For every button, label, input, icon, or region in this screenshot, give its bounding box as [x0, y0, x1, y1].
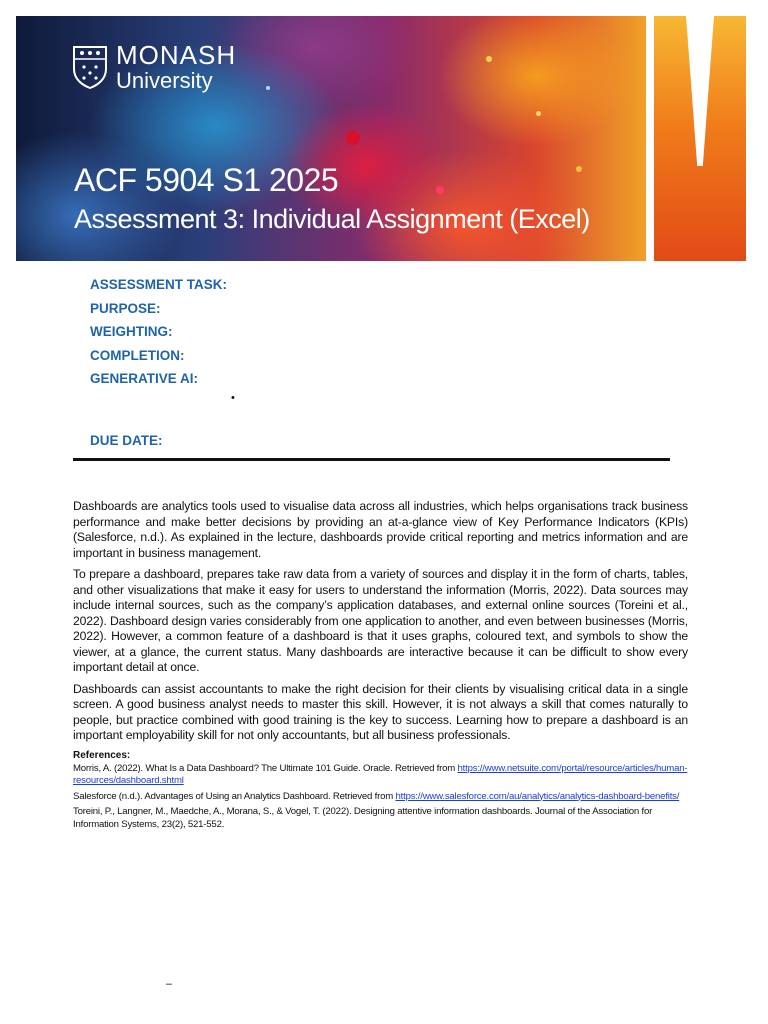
- label-completion: COMPLETION:: [90, 347, 185, 363]
- monash-logo: [72, 42, 236, 92]
- paragraph: To prepare a dashboard, prepares take raw data from a variety of sources and display it in the form of charts, tables, and other visualizations that make it easy for users to understand the information (Morris, 2022). Data sources may include internal sources, such as the company’s application databases, and external online sources (Toreini et al., 2022). Dashboard design varies considerably from one application to another, and even between businesses (Morris, 2022). However, a common feature of a dashboard is that it uses graphs, coloured text, and symbols to show the viewer, at a glance, the current status. Many dashboards are interactive because it can be difficult to show every important detail at once.: [73, 567, 688, 674]
- label-weighting: WEIGHTING:: [90, 324, 173, 339]
- body-content: [73, 499, 688, 834]
- label-assessment-task: ASSESSMENT TASK:: [90, 277, 228, 292]
- paint-speck: [536, 111, 541, 116]
- reference-link[interactable]: https://www.salesforce.com/au/analytics/analytics-dashboard-benefits/: [395, 790, 680, 802]
- reference-link[interactable]: https://www.netsuite.com/portal/resource/articles/human-resources/dashboard.shtml: [73, 762, 688, 786]
- paint-speck: [436, 186, 444, 194]
- label-due-date: DUE DATE:: [90, 433, 163, 448]
- reference-text: Toreini, P., Langner, M., Maedche, A., Morana, S., & Vogel, T. (2022). Designing attentive information dashboards. Journal of the Association for Information Systems, 23(2), 521-552.: [73, 806, 653, 830]
- reference-item: [73, 806, 688, 831]
- divider-rule: [73, 458, 670, 461]
- references-heading: References:: [73, 749, 131, 761]
- paint-speck: [346, 131, 360, 145]
- paragraph: Dashboards can assist accountants to make the right decision for their clients by visualising critical data in a single screen. A good business analyst needs to master this skill. However, it is not always a skill that comes naturally to people, but practice combined with good training is the key to success. Learning how to prepare a dashboard is an important employability skill for not only accountants, but all business professionals.: [73, 681, 688, 742]
- logo-subtitle: University: [116, 68, 213, 93]
- label-generative-ai: GENERATIVE AI:: [90, 371, 199, 386]
- reference-item: [73, 791, 688, 804]
- reference-text: Salesforce (n.d.). Advantages of Using an Analytics Dashboard. Retrieved from: [73, 790, 396, 802]
- monash-m-graphic: [646, 16, 756, 261]
- course-code: ACF 5904 S1 2025: [74, 162, 339, 198]
- logo-name: MONASH: [116, 40, 237, 70]
- paragraph: Dashboards are analytics tools used to visualise data across all industries, which helps organisations track business performance and make better decisions by providing an at-a-glance view of Key Performance Indicators (KPIs) (Salesforce, n.d.). As explained in the lecture, dashboards provide critical reporting and metrics information and are important in business management.: [73, 499, 688, 560]
- footer-mark: –: [166, 978, 173, 990]
- reference-text: Morris, A. (2022). What Is a Data Dashboard? The Ultimate 101 Guide. Oracle. Retrieved from: [73, 762, 458, 774]
- bullet-point: •: [231, 392, 235, 404]
- assessment-title: Assessment 3: Individual Assignment (Excel): [74, 204, 590, 234]
- paint-speck: [576, 166, 582, 172]
- paint-speck: [486, 56, 492, 62]
- label-purpose: PURPOSE:: [90, 300, 161, 316]
- paint-speck: [266, 86, 270, 90]
- monash-crest-icon: [72, 45, 108, 89]
- header-banner: [16, 16, 756, 261]
- reference-item: [73, 763, 688, 788]
- assessment-details: [90, 276, 227, 394]
